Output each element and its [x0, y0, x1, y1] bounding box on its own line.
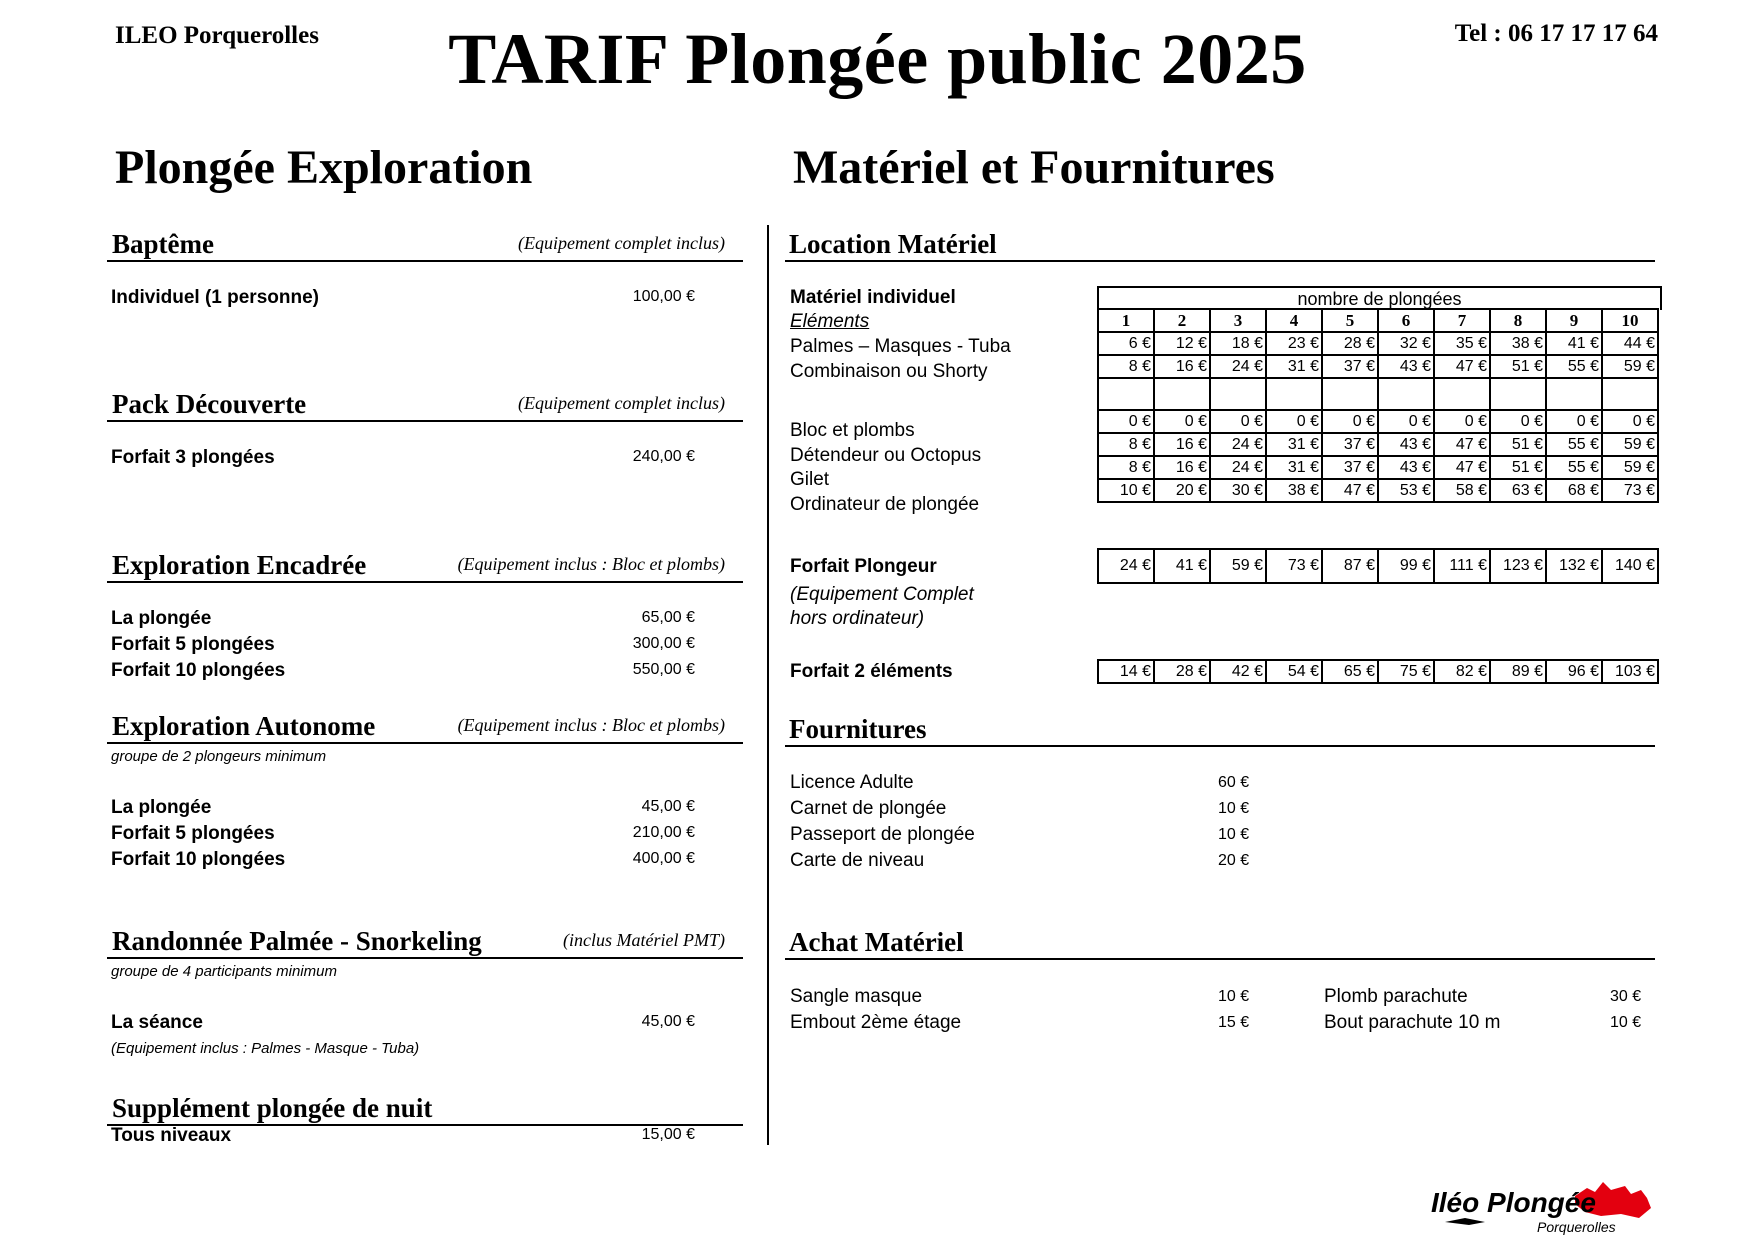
table-cell: 38 € — [1490, 332, 1546, 355]
table-cell: 0 € — [1434, 410, 1490, 433]
table-cell: 0 € — [1546, 410, 1602, 433]
page-title: TARIF Plongée public 2025 — [448, 19, 1307, 99]
table-cell: 24 € — [1098, 549, 1154, 583]
table-cell: 43 € — [1378, 456, 1434, 479]
table-cell: 82 € — [1434, 660, 1490, 683]
table-cell: 73 € — [1602, 479, 1658, 502]
column-header: 9 — [1546, 309, 1602, 332]
table-cell: 28 € — [1322, 332, 1378, 355]
section-title: Achat Matériel — [789, 927, 964, 957]
table-cell: 20 € — [1154, 479, 1210, 502]
column-header: 2 — [1154, 309, 1210, 332]
table-cell: 58 € — [1434, 479, 1490, 502]
table-cell: 63 € — [1490, 479, 1546, 502]
table-cell: 0 € — [1154, 410, 1210, 433]
rental-row-label: Palmes – Masques - Tuba — [790, 336, 1011, 357]
table-cell — [1602, 378, 1658, 410]
table-cell — [1490, 378, 1546, 410]
purchase-price: 10 € — [1218, 988, 1250, 1005]
column-header: 10 — [1602, 309, 1658, 332]
section-bapteme — [107, 226, 743, 262]
table-cell: 14 € — [1098, 660, 1154, 683]
table-cell: 31 € — [1266, 355, 1322, 378]
table-cell: 75 € — [1378, 660, 1434, 683]
right-heading: Matériel et Fournitures — [793, 141, 1275, 194]
section-title: Exploration Encadrée — [112, 550, 367, 580]
logo-diver-shape — [1445, 1218, 1485, 1225]
table-row — [1098, 660, 1658, 683]
table-row — [1098, 549, 1658, 583]
table-cell: 123 € — [1490, 549, 1546, 583]
table-cell: 12 € — [1154, 332, 1210, 355]
row-label: Forfait 10 plongées — [111, 660, 286, 681]
table-cell: 16 € — [1154, 355, 1210, 378]
table-cell: 47 € — [1434, 355, 1490, 378]
table-cell: 10 € — [1098, 479, 1154, 502]
section-title: Exploration Autonome — [112, 711, 376, 741]
table-cell — [1546, 378, 1602, 410]
section-footnote: (Equipement inclus : Palmes - Masque - Tuba) — [111, 1040, 420, 1057]
left-heading: Plongée Exploration — [115, 141, 533, 194]
table-cell: 47 € — [1434, 456, 1490, 479]
table-cell: 37 € — [1322, 433, 1378, 456]
materiel-individuel-label: Matériel individuel — [790, 287, 956, 308]
rental-row-label: Gilet — [790, 469, 830, 490]
table-cell: 111 € — [1434, 549, 1490, 583]
row-label: La séance — [111, 1012, 203, 1033]
table-cell: 51 € — [1490, 456, 1546, 479]
row-label: Tous niveaux — [111, 1125, 232, 1146]
row-price: 210,00 € — [632, 824, 695, 841]
section-note: (Equipement inclus : Bloc et plombs) — [457, 554, 725, 574]
table-cell: 8 € — [1098, 433, 1154, 456]
section-supplement-nuit — [107, 1090, 743, 1126]
table-cell: 6 € — [1098, 332, 1154, 355]
row-label: Individuel (1 personne) — [111, 287, 319, 308]
section-subnote: groupe de 4 participants minimum — [111, 963, 337, 980]
table-cell: 41 € — [1546, 332, 1602, 355]
table-cell: 68 € — [1546, 479, 1602, 502]
table-cell: 87 € — [1322, 549, 1378, 583]
table-cell: 23 € — [1266, 332, 1322, 355]
logo-subtext: Porquerolles — [1537, 1219, 1616, 1235]
table-cell: 8 € — [1098, 355, 1154, 378]
table-row — [1098, 433, 1658, 456]
table-cell: 0 € — [1378, 410, 1434, 433]
purchase-price: 10 € — [1610, 1014, 1642, 1031]
forfait-plongeur-note: (Equipement Complet — [790, 584, 974, 605]
row-price: 65,00 € — [641, 609, 695, 626]
supply-label: Carnet de plongée — [790, 798, 947, 819]
table-row — [1098, 410, 1658, 433]
section-achat-materiel — [785, 924, 1655, 960]
forfait-2-elements-table — [1097, 659, 1659, 684]
table-cell: 53 € — [1378, 479, 1434, 502]
supply-price: 10 € — [1218, 800, 1250, 817]
column-header: 1 — [1098, 309, 1154, 332]
row-price: 100,00 € — [632, 288, 695, 305]
purchase-label: Plomb parachute — [1324, 986, 1468, 1007]
section-fournitures — [785, 711, 1655, 747]
organization-name: ILEO Porquerolles — [115, 22, 319, 49]
table-cell: 31 € — [1266, 433, 1322, 456]
table-cell: 43 € — [1378, 433, 1434, 456]
table-cell — [1322, 378, 1378, 410]
table-cell: 54 € — [1266, 660, 1322, 683]
table-cell: 8 € — [1098, 456, 1154, 479]
supply-price: 20 € — [1218, 852, 1250, 869]
table-cell: 38 € — [1266, 479, 1322, 502]
table-cell: 59 € — [1602, 456, 1658, 479]
section-title: Fournitures — [789, 714, 927, 744]
section-title: Supplément plongée de nuit — [112, 1093, 433, 1123]
supply-label: Carte de niveau — [790, 850, 925, 871]
section-title: Pack Découverte — [112, 389, 307, 419]
table-cell: 44 € — [1602, 332, 1658, 355]
table-cell: 0 € — [1210, 410, 1266, 433]
section-title: Baptême — [112, 229, 214, 259]
table-cell: 73 € — [1266, 549, 1322, 583]
supply-label: Licence Adulte — [790, 772, 914, 793]
row-label: Forfait 3 plongées — [111, 447, 275, 468]
table-cell — [1378, 378, 1434, 410]
table-cell: 55 € — [1546, 355, 1602, 378]
row-label: La plongée — [111, 608, 212, 629]
phone-number: Tel : 06 17 17 17 64 — [1454, 20, 1658, 47]
row-price: 240,00 € — [632, 448, 695, 465]
table-cell — [1434, 378, 1490, 410]
column-divider — [767, 225, 769, 1145]
row-price: 550,00 € — [632, 661, 695, 678]
rental-row-label: Bloc et plombs — [790, 420, 915, 441]
table-cell: 47 € — [1434, 433, 1490, 456]
table-cell: 35 € — [1434, 332, 1490, 355]
column-header: 4 — [1266, 309, 1322, 332]
row-label: Forfait 5 plongées — [111, 634, 275, 655]
supply-label: Passeport de plongée — [790, 824, 975, 845]
table-cell: 28 € — [1154, 660, 1210, 683]
table-cell: 37 € — [1322, 355, 1378, 378]
table-cell: 59 € — [1602, 433, 1658, 456]
forfait-2-elements-label: Forfait 2 éléments — [790, 661, 953, 682]
row-price: 300,00 € — [632, 635, 695, 652]
table-cell: 59 € — [1210, 549, 1266, 583]
table-cell: 55 € — [1546, 456, 1602, 479]
table-cell: 47 € — [1322, 479, 1378, 502]
table-row — [1098, 456, 1658, 479]
table-cell: 18 € — [1210, 332, 1266, 355]
table-cell: 31 € — [1266, 456, 1322, 479]
table-row — [1098, 355, 1658, 378]
table-cell: 16 € — [1154, 433, 1210, 456]
row-price: 45,00 € — [641, 798, 695, 815]
table-cell: 37 € — [1322, 456, 1378, 479]
forfait-plongeur-label: Forfait Plongeur — [790, 556, 937, 577]
column-header: 5 — [1322, 309, 1378, 332]
elements-label: Eléments — [790, 311, 870, 332]
purchase-price: 15 € — [1218, 1014, 1250, 1031]
section-exploration-encadree — [107, 547, 743, 583]
ileo-plongee-logo — [1425, 1178, 1655, 1238]
table-cell: 103 € — [1602, 660, 1658, 683]
rental-row-label: Détendeur ou Octopus — [790, 445, 982, 466]
table-cell: 41 € — [1154, 549, 1210, 583]
table-cell: 51 € — [1490, 355, 1546, 378]
table-cell — [1266, 378, 1322, 410]
table-cell: 24 € — [1210, 355, 1266, 378]
table-cell: 0 € — [1602, 410, 1658, 433]
section-randonnee-palmee — [107, 923, 743, 959]
table-cell: 43 € — [1378, 355, 1434, 378]
table-cell: 30 € — [1210, 479, 1266, 502]
table-row-empty — [1098, 378, 1658, 410]
rental-price-table — [1097, 308, 1659, 503]
purchase-label: Bout parachute 10 m — [1324, 1012, 1501, 1033]
table-cell — [1154, 378, 1210, 410]
column-header: 8 — [1490, 309, 1546, 332]
section-title: Randonnée Palmée - Snorkeling — [112, 926, 482, 956]
supply-price: 10 € — [1218, 826, 1250, 843]
table-cell: 16 € — [1154, 456, 1210, 479]
section-title: Location Matériel — [789, 229, 997, 259]
forfait-plongeur-note: hors ordinateur) — [790, 608, 925, 629]
purchase-price: 30 € — [1610, 988, 1642, 1005]
column-header: 7 — [1434, 309, 1490, 332]
table-cell: 42 € — [1210, 660, 1266, 683]
section-pack-decouverte — [107, 386, 743, 422]
table-cell: 132 € — [1546, 549, 1602, 583]
table-cell: 32 € — [1378, 332, 1434, 355]
table-cell: 55 € — [1546, 433, 1602, 456]
table-row — [1098, 479, 1658, 502]
column-header: 3 — [1210, 309, 1266, 332]
section-note: (Equipement complet inclus) — [518, 233, 725, 253]
table-cell: 24 € — [1210, 433, 1266, 456]
supply-price: 60 € — [1218, 774, 1250, 791]
row-price: 45,00 € — [641, 1013, 695, 1030]
logo-text: Iléo Plongée — [1431, 1187, 1596, 1218]
table-cell: 51 € — [1490, 433, 1546, 456]
table-cell — [1098, 378, 1154, 410]
row-label: La plongée — [111, 797, 212, 818]
row-price: 400,00 € — [632, 850, 695, 867]
column-header: 6 — [1378, 309, 1434, 332]
section-subnote: groupe de 2 plongeurs minimum — [111, 748, 327, 765]
purchase-label: Sangle masque — [790, 986, 923, 1007]
table-caption: nombre de plongées — [1097, 286, 1662, 310]
section-exploration-autonome — [107, 708, 743, 744]
row-price: 15,00 € — [641, 1126, 695, 1143]
table-cell: 89 € — [1490, 660, 1546, 683]
rental-row-label: Combinaison ou Shorty — [790, 361, 988, 382]
row-label: Forfait 10 plongées — [111, 849, 286, 870]
rental-row-label: Ordinateur de plongée — [790, 494, 980, 515]
table-header-row — [1098, 309, 1658, 332]
table-cell: 24 € — [1210, 456, 1266, 479]
table-cell: 0 € — [1490, 410, 1546, 433]
table-cell — [1210, 378, 1266, 410]
table-cell: 96 € — [1546, 660, 1602, 683]
forfait-plongeur-table — [1097, 548, 1659, 584]
section-note: (inclus Matériel PMT) — [563, 930, 725, 950]
table-cell: 0 € — [1322, 410, 1378, 433]
table-cell: 0 € — [1266, 410, 1322, 433]
table-cell: 59 € — [1602, 355, 1658, 378]
purchase-label: Embout 2ème étage — [790, 1012, 962, 1033]
section-location-materiel — [785, 226, 1655, 262]
table-cell: 0 € — [1098, 410, 1154, 433]
table-cell: 65 € — [1322, 660, 1378, 683]
section-note: (Equipement complet inclus) — [518, 393, 725, 413]
row-label: Forfait 5 plongées — [111, 823, 275, 844]
section-note: (Equipement inclus : Bloc et plombs) — [457, 715, 725, 735]
table-row — [1098, 332, 1658, 355]
table-cell: 99 € — [1378, 549, 1434, 583]
table-cell: 140 € — [1602, 549, 1658, 583]
